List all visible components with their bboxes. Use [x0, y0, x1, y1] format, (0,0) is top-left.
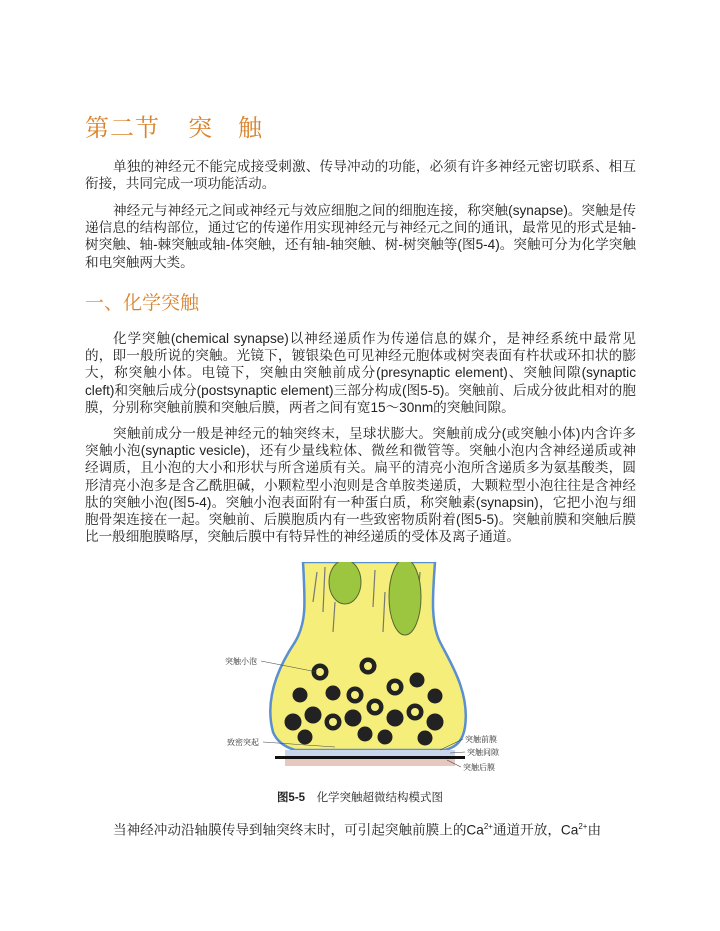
paragraph: 突触前成分一般是神经元的轴突终末，呈球状膨大。突触前成分(或突触小体)内含许多突触小泡(synaptic vesicle)，还有少量线粒体、微丝和微管等。突触小泡内含神经递质或神经调质，且小泡的大小和形状与所含递质有关。扁平的清亮小泡所含递质多为氨基酸类，圆形清亮小泡多是含乙酰胆碱，小颗粒型小泡则是含单胺类递质，大颗粒型小泡往往是含神经肽的突触小泡(图5-4)。突触小泡表面附有一种蛋白质，称突触素(synapsin)，它把小泡与细胞骨架连接在一起。突触前、后膜胞质内有一些致密物质附着(图5-5)。突触前膜和突触后膜比一般细胞膜略厚，突触后膜中有特异性的神经递质的受体及离子通道。: [85, 426, 636, 545]
label-cleft: 突触间隙: [467, 748, 499, 757]
superscript: 2+: [578, 822, 588, 831]
text: 当神经冲动沿轴膜传导到轴突终末时，可引起突触前膜上的Ca: [113, 822, 484, 838]
synapse-figure: [225, 562, 515, 782]
paragraph: 化学突触(chemical synapse)以神经递质作为传递信息的媒介，是神经系统中最常见的，即一般所说的突触。光镜下，镀银染色可见神经元胞体或树突表面有杵状或环扣状的膨大，称突触小体。电镜下，突触由突触前成分(presynaptic element)、突触间隙(synaptic cleft)和突触后成分(postsynaptic element)三部分构成(图5-5)。突触前、后成分彼此相对的胞膜，分别称突触前膜和突触后膜，两者之间有宽15～30nm的突触间隙。: [85, 331, 636, 415]
text: 由: [587, 822, 602, 838]
label-dense-projection: 致密突起: [227, 738, 259, 747]
superscript: 2+: [483, 822, 493, 831]
paragraph: 神经元与神经元之间或神经元与效应细胞之间的细胞连接，称突触(synapse)。突触是传递信息的结构部位，通过它的传递作用实现神经元与神经元之间的通讯，最常见的形式是轴-树突触、轴-棘突触或轴-体突触，还有轴-轴突触、树-树突触等(图5-4)。突触可分为化学突触和电突触两大类。: [85, 203, 636, 270]
label-post-membrane: 突触后膜: [463, 763, 495, 772]
section-name: 突 触: [188, 114, 263, 142]
paragraph: 单独的神经元不能完成接受刺激、传导冲动的功能，必须有许多神经元密切联系、相互衔接，共同完成一项功能活动。: [85, 159, 636, 192]
text: 通道开放，Ca: [492, 822, 579, 838]
section-number: 第二节: [85, 114, 160, 142]
subsection-title: 一、化学突触: [85, 292, 200, 314]
figure-caption: [0, 789, 720, 805]
paragraph: [85, 818, 636, 839]
caption-text: 化学突触超微结构模式图: [316, 792, 444, 804]
label-pre-membrane: 突触前膜: [465, 735, 497, 744]
label-vesicle: 突触小泡: [225, 657, 257, 666]
caption-number: 图5-5: [276, 792, 306, 804]
section-title: [85, 108, 263, 143]
